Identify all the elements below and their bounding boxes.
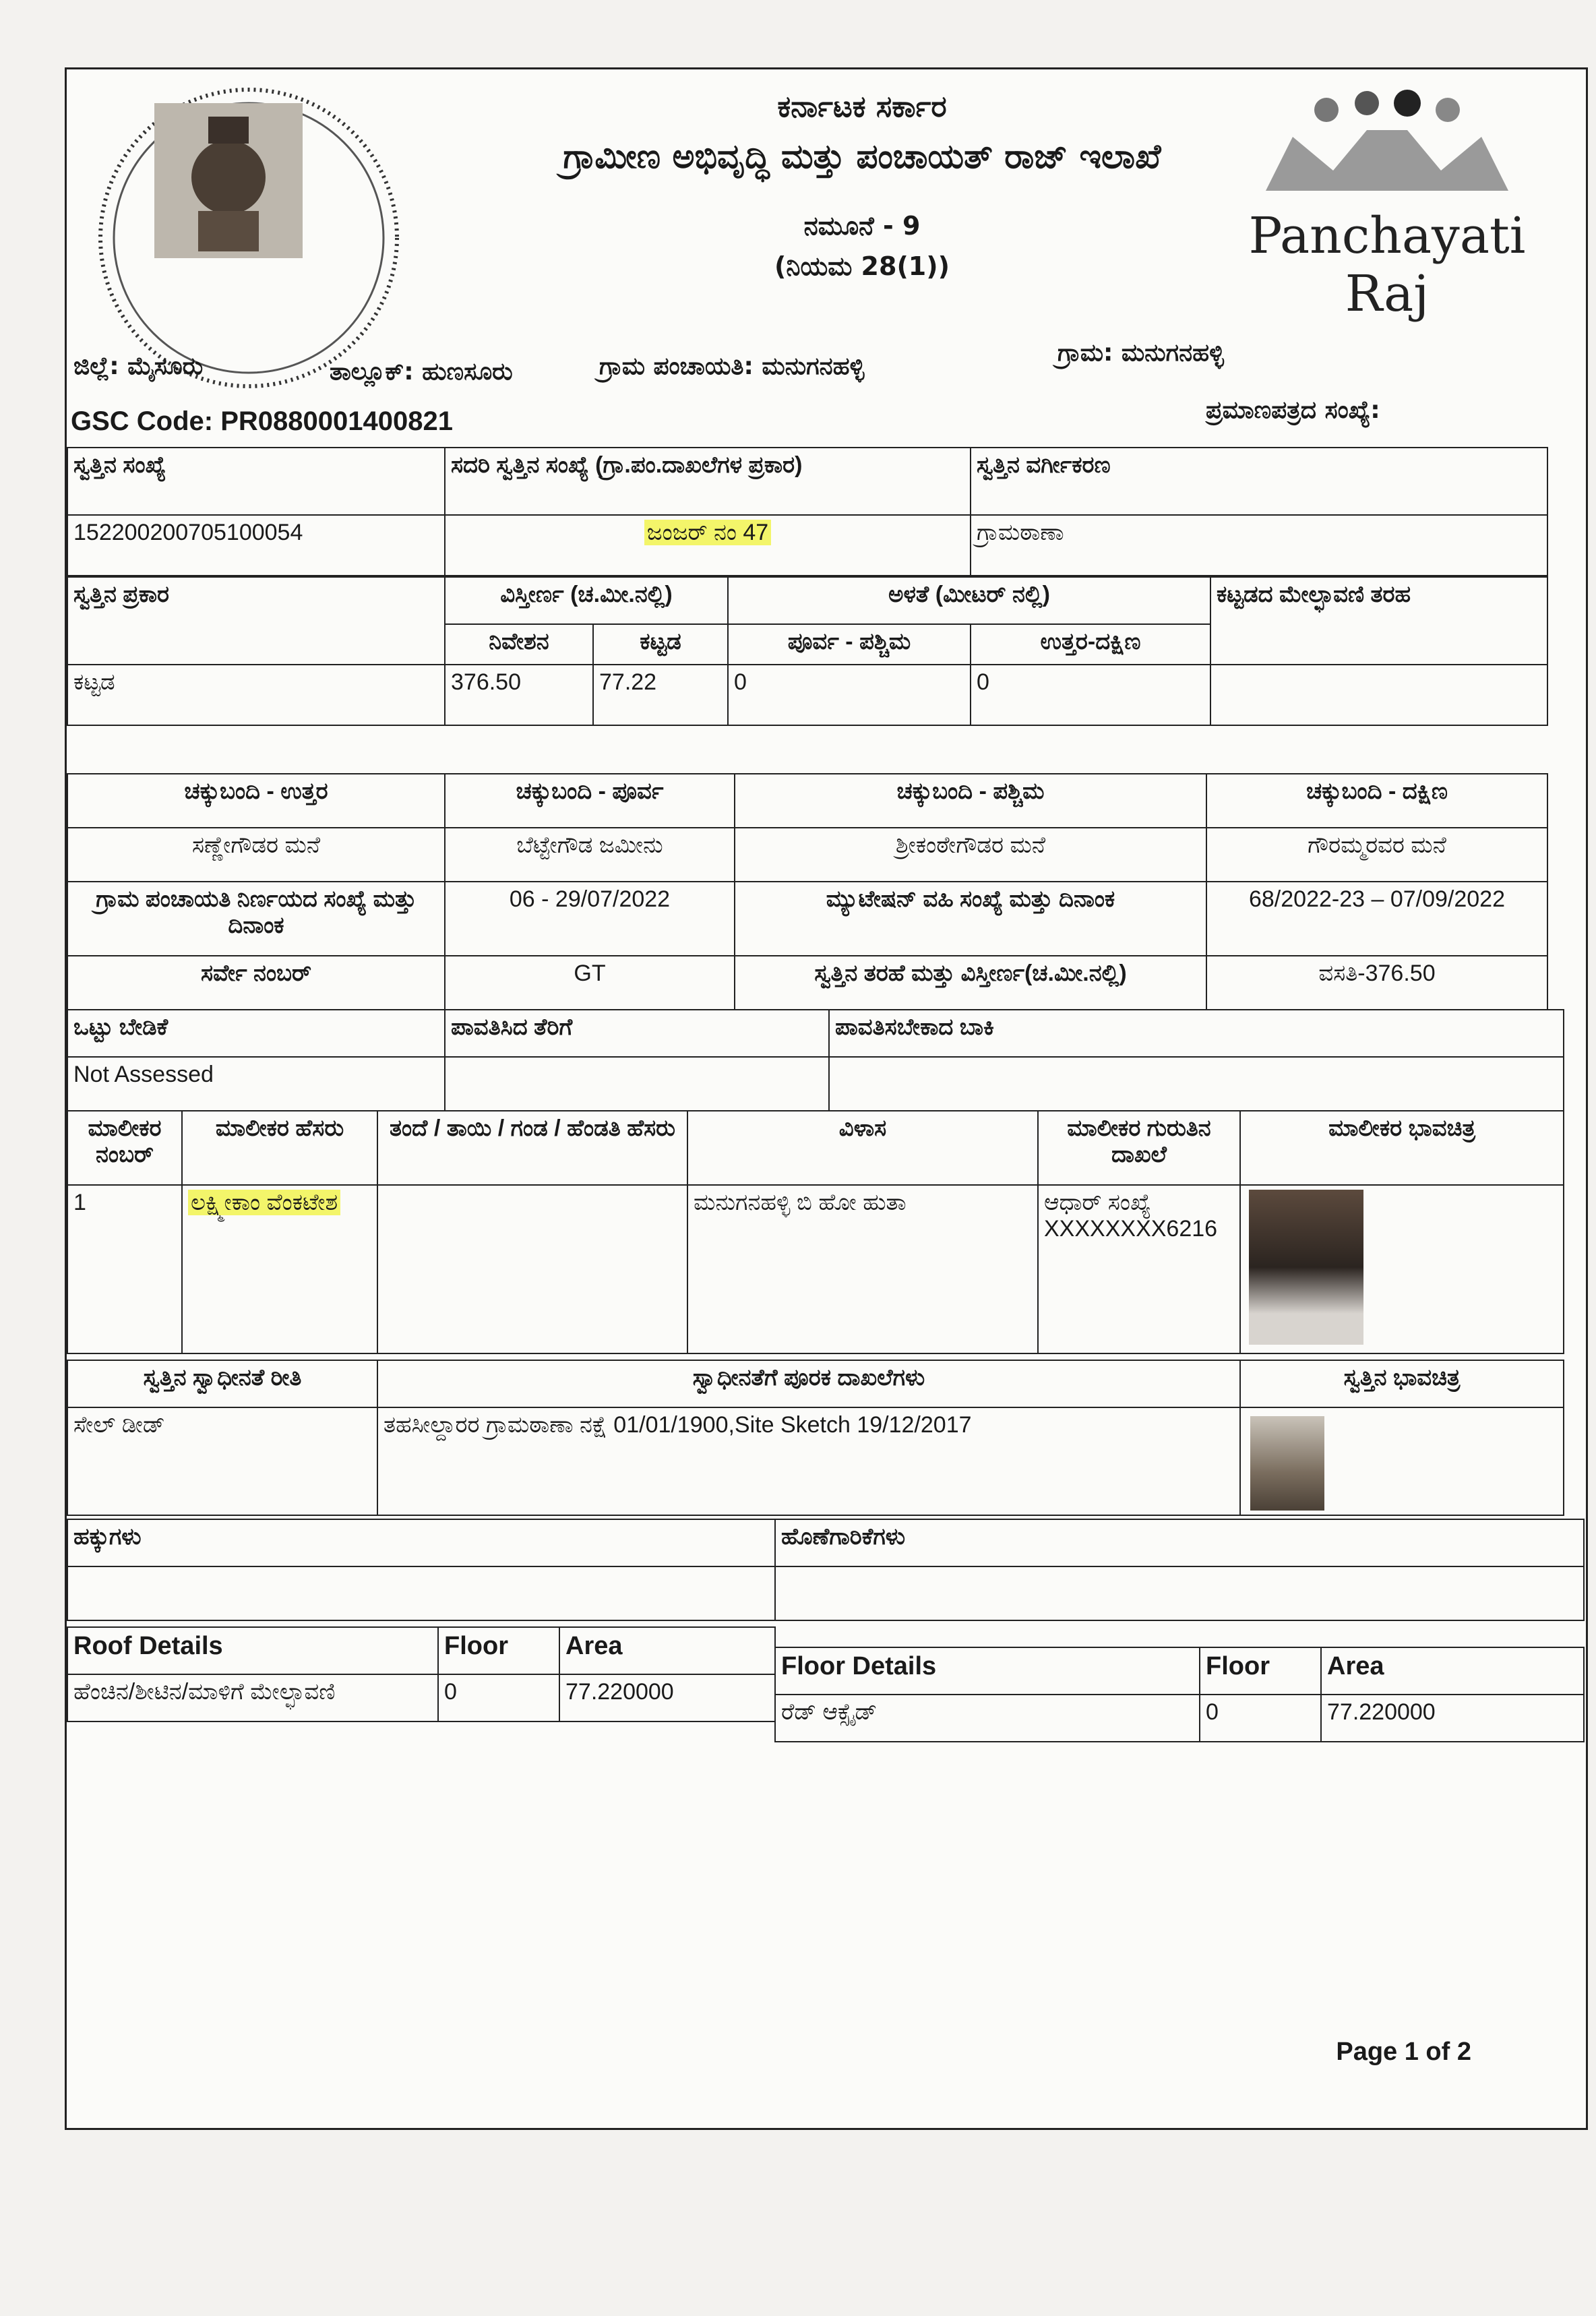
area-label: ವಿಸ್ತೀರ್ಣ (ಚ.ಮೀ.ನಲ್ಲಿ) bbox=[445, 577, 728, 624]
floor-area-label: Area bbox=[1321, 1647, 1584, 1695]
parent-name-value bbox=[377, 1185, 687, 1353]
boundary-south-value: ಗೌರಮ್ಮರವರ ಮನೆ bbox=[1206, 828, 1547, 882]
property-id-label: ಸ್ವತ್ತಿನ ಸಂಖ್ಯೆ bbox=[67, 448, 445, 515]
total-demand-label: ಒಟ್ಟು ಬೇಡಿಕೆ bbox=[67, 1010, 445, 1057]
property-type-value: ಕಟ್ಟಡ bbox=[67, 665, 445, 725]
balance-due-label: ಪಾವತಿಸಬೇಕಾದ ಬಾಕಿ bbox=[829, 1010, 1564, 1057]
boundary-north-label: ಚಕ್ಕುಬಂದಿ - ಉತ್ತರ bbox=[67, 774, 445, 828]
property-nature-label: ಸ್ವತ್ತಿನ ತರಹೆ ಮತ್ತು ವಿಸ್ತೀರ್ಣ(ಚ.ಮೀ.ನಲ್ಲಿ) bbox=[735, 956, 1206, 1010]
property-class-label: ಸ್ವತ್ತಿನ ವರ್ಗೀಕರಣ bbox=[971, 448, 1547, 515]
boundaries-table bbox=[67, 773, 1548, 1010]
property-area-table bbox=[67, 576, 1548, 726]
boundary-east-value: ಬೆಟ್ಟೇಗೌಡ ಜಮೀನು bbox=[445, 828, 735, 882]
roof-type-label: ಕಟ್ಟಡದ ಮೇಲ್ಛಾವಣಿ ತರಹ bbox=[1210, 577, 1547, 665]
owner-name-label: ಮಾಲೀಕರ ಹೆಸರು bbox=[182, 1111, 377, 1185]
property-class-value: ಗ್ರಾಮಠಾಣಾ bbox=[971, 515, 1547, 576]
boundary-west-value: ಶ್ರೀಕಂಠೇಗೌಡರ ಮನೆ bbox=[735, 828, 1206, 882]
roof-floor-value: 0 bbox=[438, 1674, 559, 1721]
property-id-value: 152200200705100054 bbox=[67, 515, 445, 576]
ownership-method-value: ಸೇಲ್ ಡೀಡ್ bbox=[67, 1407, 377, 1515]
gram-panchayat: ಗ್ರಾಮ ಪಂಚಾಯತಿ: ಮನುಗನಹಳ್ಳಿ bbox=[599, 353, 865, 380]
roof-area-label: Area bbox=[559, 1627, 775, 1674]
floor-area-value: 77.220000 bbox=[1321, 1695, 1584, 1742]
property-nature-value: ವಸತಿ-376.50 bbox=[1206, 956, 1547, 1010]
floor-floor-label: Floor bbox=[1200, 1647, 1321, 1695]
owner-number-label: ಮಾಲೀಕರ ನಂಬರ್ bbox=[67, 1111, 182, 1185]
rule-number: (ನಿಯಮ 28(1)) bbox=[774, 251, 950, 281]
floor-floor-value: 0 bbox=[1200, 1695, 1321, 1742]
roof-type-value bbox=[1210, 665, 1547, 725]
owner-table bbox=[67, 1110, 1564, 1354]
paid-tax-label: ಪಾವತಿಸಿದ ತೆರಿಗೆ bbox=[445, 1010, 829, 1057]
id-proof-value: XXXXXXXX6216 bbox=[1044, 1216, 1218, 1242]
people-icon bbox=[1252, 83, 1522, 197]
north-south-label: ಉತ್ತರ-ದಕ್ಷಿಣ bbox=[971, 624, 1210, 665]
building-label: ಕಟ್ಟಡ bbox=[593, 624, 728, 665]
site-photo-label: ಸ್ವತ್ತಿನ ಭಾವಚಿತ್ರ bbox=[1240, 1360, 1564, 1407]
old-property-no-label: ಸದರಿ ಸ್ವತ್ತಿನ ಸಂಖ್ಯೆ (ಗ್ರಾ.ಪಂ.ದಾಖಲೆಗಳ ಪ್ರಕಾರ) bbox=[445, 448, 971, 515]
karnataka-emblem-seal bbox=[80, 76, 417, 400]
old-property-no-value: ಜಂಜರ್ ನಂ 47 bbox=[644, 520, 771, 545]
form-number: ನಮೂನೆ - 9 bbox=[803, 211, 921, 241]
gsc-code: GSC Code: PR0880001400821 bbox=[71, 406, 453, 436]
roof-floor-label: Floor bbox=[438, 1627, 559, 1674]
ownership-table bbox=[67, 1360, 1564, 1516]
site-area-value: 376.50 bbox=[445, 665, 593, 725]
boundary-west-label: ಚಕ್ಕುಬಂದಿ - ಪಶ್ಚಿಮ bbox=[735, 774, 1206, 828]
survey-number-label: ಸರ್ವೇ ನಂಬರ್ bbox=[67, 956, 445, 1010]
gp-resolution-label: ಗ್ರಾಮ ಪಂಚಾಯತಿ ನಿರ್ಣಯದ ಸಂಖ್ಯೆ ಮತ್ತು ದಿನಾಂಕ bbox=[67, 882, 445, 956]
department-title: ಗ್ರಾಮೀಣ ಅಭಿವೃದ್ಧಿ ಮತ್ತು ಪಂಚಾಯತ್ ರಾಜ್ ಇಲಾಖೆ bbox=[563, 137, 1161, 176]
liabilities-value bbox=[775, 1566, 1584, 1620]
taluk: ತಾಲ್ಲೂಕ್: ಹುಣಸೂರು bbox=[330, 358, 513, 386]
floor-details-title: Floor Details bbox=[775, 1647, 1200, 1695]
certificate-number-label: ಪ್ರಮಾಣಪತ್ರದ ಸಂಖ್ಯೆ: bbox=[1206, 396, 1380, 424]
balance-due-value bbox=[829, 1057, 1564, 1111]
ownership-method-label: ಸ್ವತ್ತಿನ ಸ್ವಾಧೀನತೆ ರೀತಿ bbox=[67, 1360, 377, 1407]
page-number: Page 1 of 2 bbox=[1336, 2038, 1471, 2066]
north-south-value: 0 bbox=[971, 665, 1210, 725]
form-sheet bbox=[65, 67, 1588, 2130]
id-proof-type: ಆಧಾರ್ ಸಂಖ್ಯೆ bbox=[1044, 1190, 1151, 1215]
id-proof-label: ಮಾಲೀಕರ ಗುರುತಿನ ದಾಖಲೆ bbox=[1038, 1111, 1240, 1185]
floor-type-row: ರೆಡ್ ಆಕ್ಸೈಡ್ bbox=[775, 1695, 1200, 1742]
parent-name-label: ತಂದೆ / ತಾಯಿ / ಗಂಡ / ಹೆಂಡತಿ ಹೆಸರು bbox=[377, 1111, 687, 1185]
owner-name-value: ಲಕ್ಷ್ಮೀಕಾಂ ವೆಂಕಟೇಶ bbox=[188, 1190, 340, 1215]
east-west-label: ಪೂರ್ವ - ಪಶ್ಚಿಮ bbox=[728, 624, 971, 665]
property-type-label: ಸ್ವತ್ತಿನ ಪ್ರಕಾರ bbox=[67, 577, 445, 665]
rights-value bbox=[67, 1566, 775, 1620]
district: ಜಿಲ್ಲೆ: ಮೈಸೂರು bbox=[73, 353, 204, 380]
owner-photo-label: ಮಾಲೀಕರ ಭಾವಚಿತ್ರ bbox=[1240, 1111, 1564, 1185]
owner-number-value: 1 bbox=[67, 1185, 182, 1353]
survey-number-value: GT bbox=[445, 956, 735, 1010]
building-area-value: 77.22 bbox=[593, 665, 728, 725]
floor-details-table bbox=[774, 1647, 1585, 1742]
site-photo bbox=[1250, 1416, 1324, 1511]
east-west-value: 0 bbox=[728, 665, 971, 725]
supporting-docs-label: ಸ್ವಾಧೀನತೆಗೆ ಪೂರಕ ದಾಖಲೆಗಳು bbox=[377, 1360, 1240, 1407]
gp-resolution-value: 06 - 29/07/2022 bbox=[445, 882, 735, 956]
boundary-south-label: ಚಕ್ಕುಬಂದಿ - ದಕ್ಷಿಣ bbox=[1206, 774, 1547, 828]
rights-label: ಹಕ್ಕುಗಳು bbox=[67, 1519, 775, 1566]
owner-photo bbox=[1249, 1190, 1363, 1345]
roof-area-value: 77.220000 bbox=[559, 1674, 775, 1721]
address-value: ಮನುಗನಹಳ್ಳಿ ಬಿ ಹೋ ಹುತಾ bbox=[687, 1185, 1038, 1353]
roof-details-table bbox=[67, 1626, 776, 1722]
tax-table bbox=[67, 1009, 1564, 1111]
roof-details-title: Roof Details bbox=[67, 1627, 438, 1674]
panchayati-raj-logo bbox=[1242, 83, 1532, 323]
paid-tax-value bbox=[445, 1057, 829, 1111]
liabilities-label: ಹೊಣೆಗಾರಿಕೆಗಳು bbox=[775, 1519, 1584, 1566]
roof-type-row: ಹೆಂಚಿನ/ಶೀಟಿನ/ಮಾಳಿಗೆ ಮೇಲ್ಛಾವಣಿ bbox=[67, 1674, 438, 1721]
total-demand-value: Not Assessed bbox=[67, 1057, 445, 1111]
supporting-docs-value: ತಹಸೀಲ್ದಾರರ ಗ್ರಾಮಠಾಣಾ ನಕ್ಷೆ 01/01/1900,Site Sketch 19/12/2017 bbox=[377, 1407, 1240, 1515]
address-label: ವಿಳಾಸ bbox=[687, 1111, 1038, 1185]
dimensions-label: ಅಳತೆ (ಮೀಟರ್ ನಲ್ಲಿ) bbox=[728, 577, 1210, 624]
village: ಗ್ರಾಮ: ಮನುಗನಹಳ್ಳಿ bbox=[1057, 339, 1224, 367]
rights-table bbox=[67, 1519, 1585, 1621]
state-title: ಕರ್ನಾಟಕ ಸರ್ಕಾರ bbox=[777, 90, 947, 124]
boundary-north-value: ಸಣ್ಣೇಗೌಡರ ಮನೆ bbox=[67, 828, 445, 882]
mutation-value: 68/2022-23 – 07/09/2022 bbox=[1206, 882, 1547, 956]
mutation-label: ಮ್ಯುಟೇಷನ್ ವಹಿ ಸಂಖ್ಯೆ ಮತ್ತು ದಿನಾಂಕ bbox=[735, 882, 1206, 956]
boundary-east-label: ಚಕ್ಕುಬಂದಿ - ಪೂರ್ವ bbox=[445, 774, 735, 828]
property-id-table bbox=[67, 447, 1548, 576]
panchayati-raj-text: Panchayati Raj bbox=[1248, 207, 1526, 323]
site-label: ನಿವೇಶನ bbox=[445, 624, 593, 665]
